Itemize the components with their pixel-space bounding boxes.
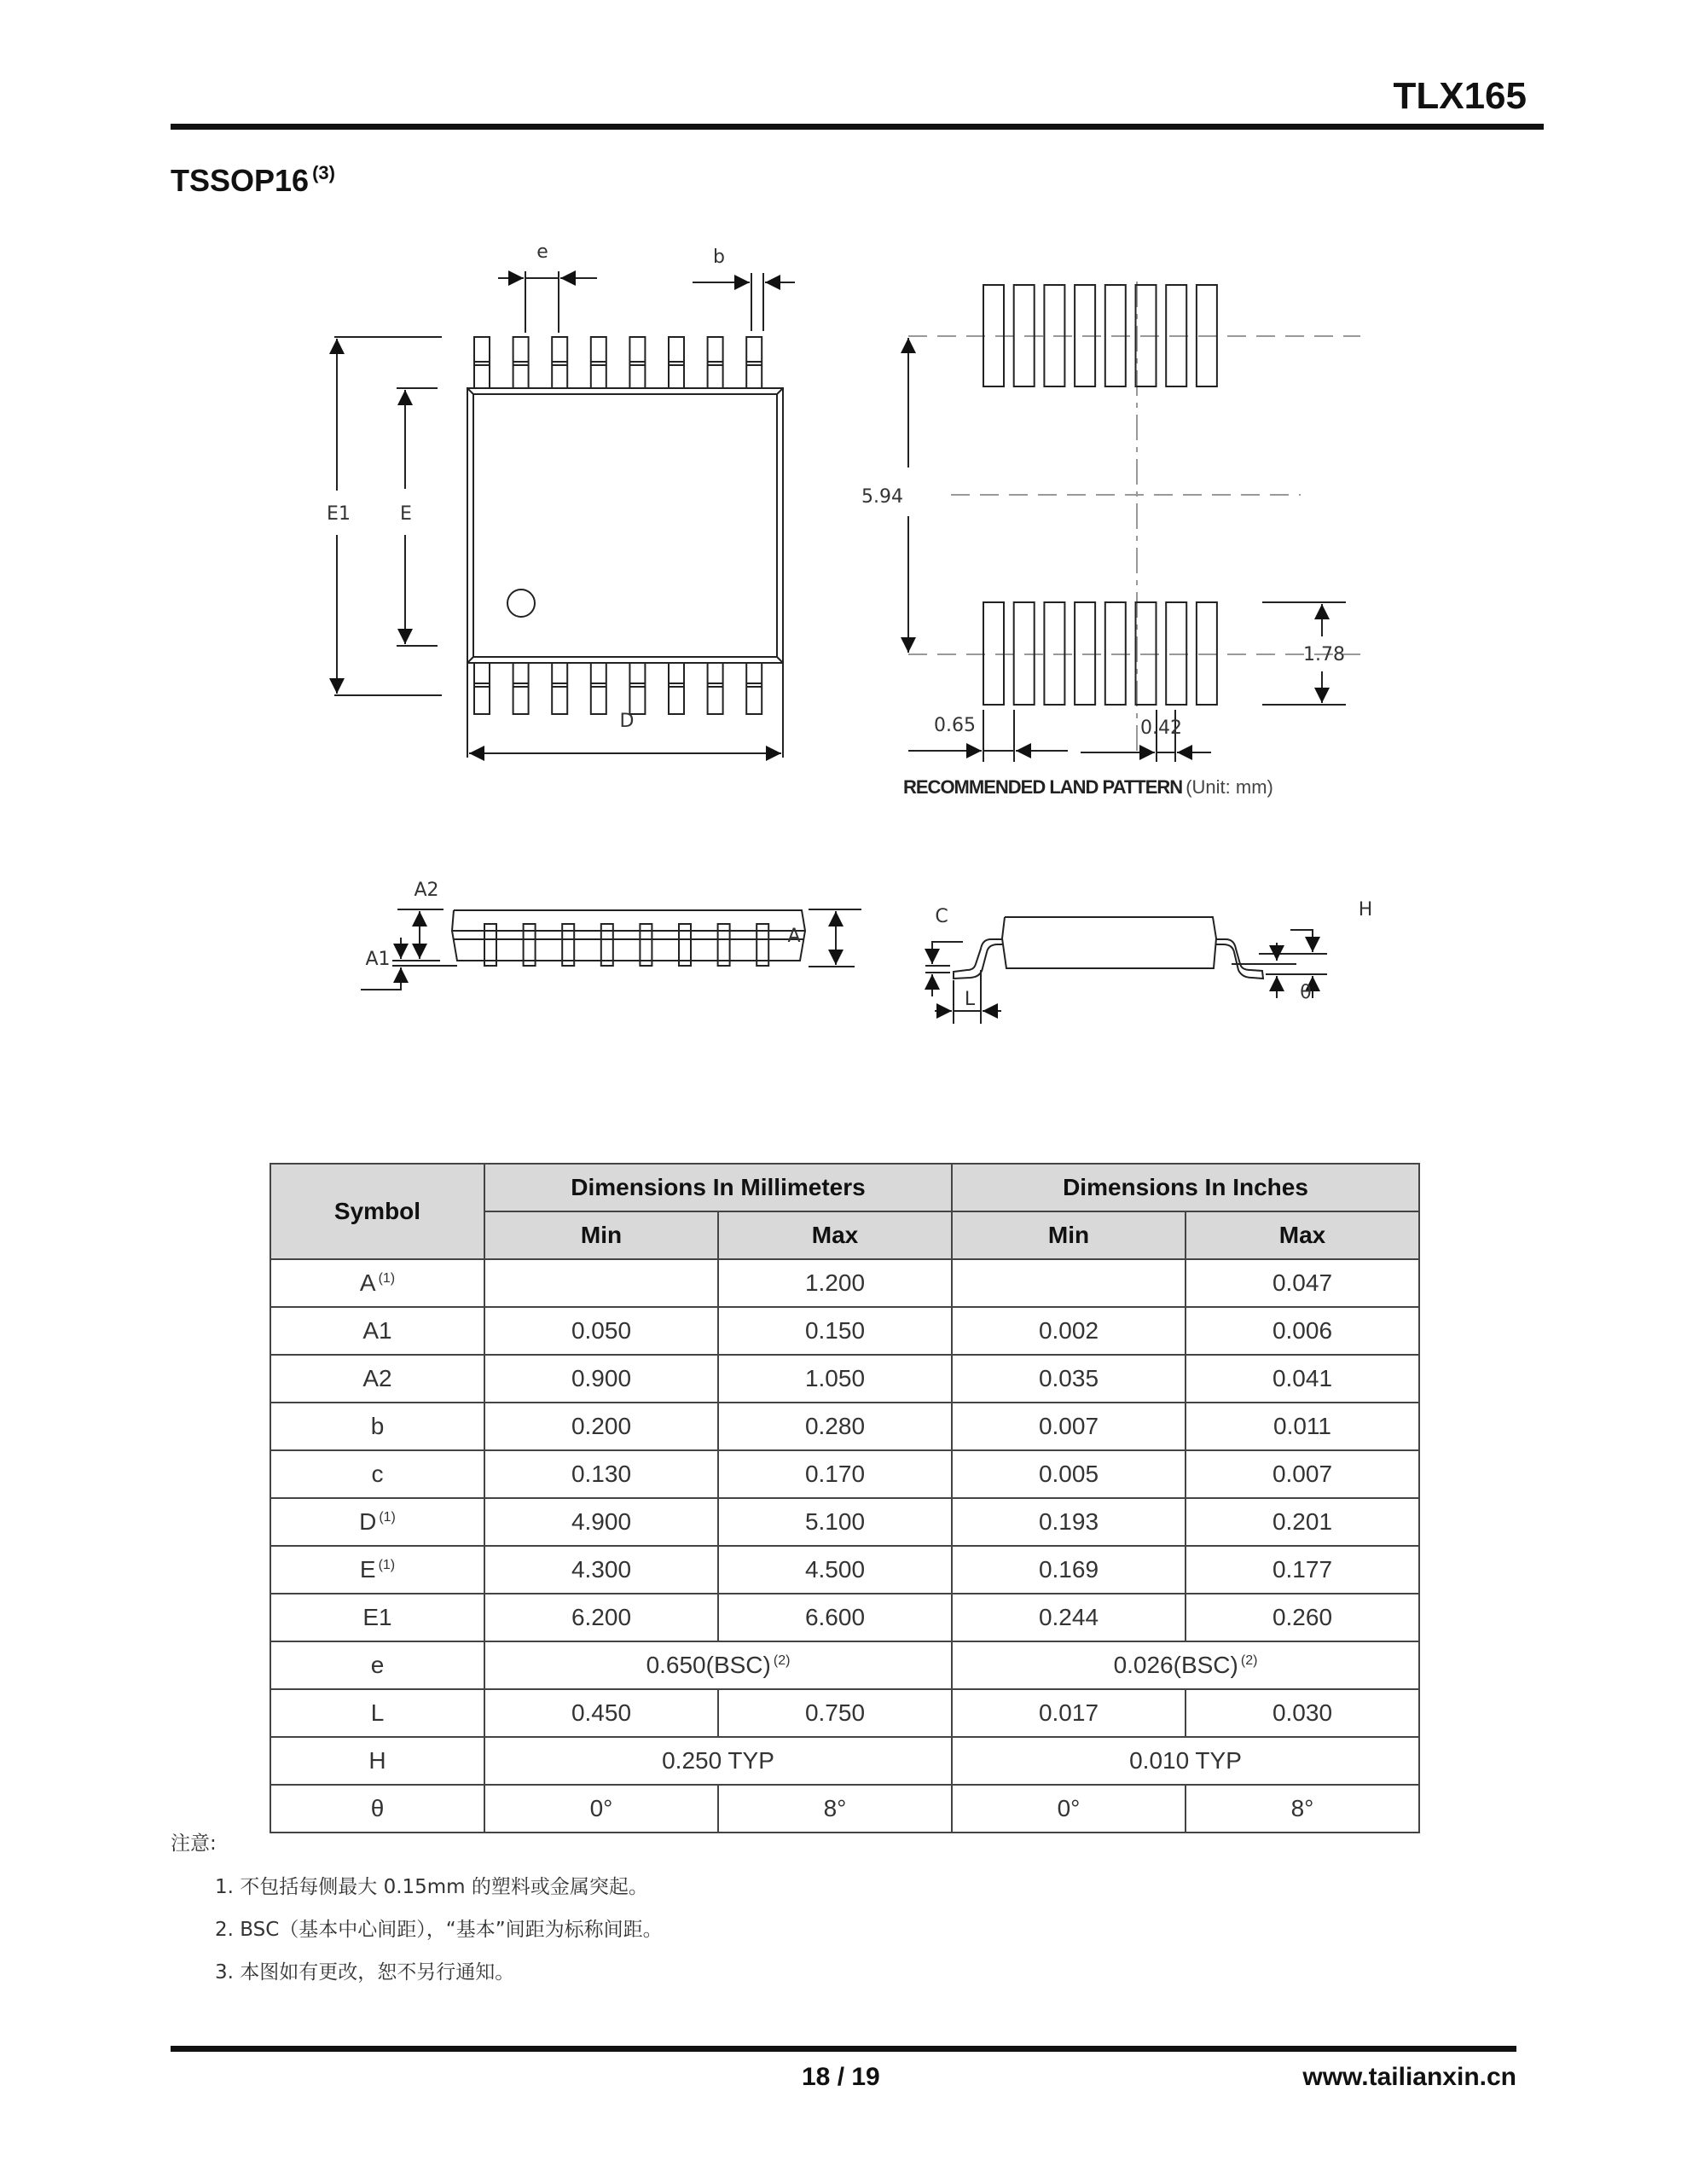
- cell-in-min-value: 0.007: [1038, 1413, 1099, 1439]
- cell-symbol-value: H: [368, 1747, 386, 1774]
- cell-symbol-value: A2: [362, 1365, 392, 1391]
- cell-mm-min-value: 4.900: [571, 1508, 632, 1535]
- cell-mm-min: [484, 1450, 718, 1498]
- cell-symbol-value: D: [359, 1508, 377, 1535]
- land-pattern-caption: [903, 776, 1273, 798]
- col-header-in-min: Min: [952, 1211, 1186, 1259]
- label-C: C: [935, 906, 948, 927]
- pin-bottom: [474, 663, 490, 714]
- cell-in-max-value: 8°: [1290, 1795, 1314, 1821]
- cell-symbol: [270, 1307, 484, 1355]
- pin-bottom: [669, 663, 684, 714]
- page-number: 18 / 19: [802, 2063, 880, 2091]
- col-group-inches: Dimensions In Inches: [952, 1164, 1419, 1211]
- cell-in-min-value: 0.002: [1038, 1317, 1099, 1344]
- cell-mm-max-value: 4.500: [804, 1556, 866, 1583]
- pin1-marker: [507, 590, 535, 617]
- table-body: [270, 1259, 1419, 1833]
- cell-symbol: [270, 1403, 484, 1450]
- note-item: 2. BSC（基本中心间距），“基本”间距为标称间距。: [215, 1919, 663, 1941]
- cell-in-max-value: 0.177: [1272, 1556, 1333, 1583]
- label-E: E: [400, 503, 412, 525]
- cell-in-min-value: 0.035: [1038, 1365, 1099, 1391]
- cell-symbol-value: c: [371, 1461, 384, 1487]
- package-footnote-ref: (3): [312, 162, 335, 183]
- footnote-ref: (1): [379, 1510, 396, 1525]
- cell-in-min: [952, 1785, 1186, 1833]
- caption-main: RECOMMENDED LAND PATTERN: [903, 776, 1183, 798]
- cell-symbol-value: θ: [370, 1795, 385, 1821]
- label-D: D: [619, 711, 635, 732]
- cell-in-min: [952, 1403, 1186, 1450]
- note-item: 1. 不包括每侧最大 0.15mm 的塑料或金属突起。: [215, 1876, 648, 1898]
- side-view-labels: [365, 880, 800, 970]
- table-row: [270, 1355, 1419, 1403]
- cell-mm-min: [484, 1498, 718, 1546]
- cell-symbol-value: E1: [362, 1604, 392, 1630]
- cell-symbol: [270, 1546, 484, 1594]
- table-row: [270, 1641, 1419, 1689]
- note-item: 3. 本图如有更改，恕不另行通知。: [215, 1961, 515, 1984]
- cell-in-min-value: 0.244: [1038, 1604, 1099, 1630]
- cell-symbol: [270, 1737, 484, 1785]
- cell-mm-min: [484, 1259, 718, 1307]
- pin-bottom: [552, 663, 567, 714]
- cell-mm-min-value: 0.450: [571, 1699, 632, 1726]
- cell-mm-min: [484, 1355, 718, 1403]
- cell-in-max: [1186, 1594, 1419, 1641]
- cell-in-min-value: 0.169: [1038, 1556, 1099, 1583]
- col-group-millimeters: Dimensions In Millimeters: [484, 1164, 952, 1211]
- cell-mm-max-value: 0.280: [804, 1413, 866, 1439]
- package-body-outline: [467, 388, 783, 663]
- cell-mm-max-value: 0.150: [804, 1317, 866, 1344]
- cell-in-max-value: 0.007: [1272, 1461, 1333, 1487]
- cell-mm-max-value: 1.200: [804, 1269, 866, 1296]
- cell-in-span-value: 0.010 TYP: [1129, 1747, 1242, 1774]
- cell-symbol: [270, 1594, 484, 1641]
- cell-mm-min-value: 0°: [589, 1795, 613, 1821]
- cell-in-max: [1186, 1450, 1419, 1498]
- cell-in-span: [952, 1641, 1419, 1689]
- cell-mm-max: [718, 1546, 952, 1594]
- col-header-in-max: Max: [1186, 1211, 1419, 1259]
- notes-section: [171, 1827, 663, 1999]
- cell-mm-max: [718, 1259, 952, 1307]
- table-row: [270, 1498, 1419, 1546]
- cell-in-min: [952, 1594, 1186, 1641]
- cell-mm-min: [484, 1689, 718, 1737]
- cell-in-max-value: 0.030: [1272, 1699, 1333, 1726]
- cell-mm-min: [484, 1546, 718, 1594]
- cell-mm-max: [718, 1403, 952, 1450]
- label-pitch: 0.65: [934, 715, 976, 736]
- cell-mm-max: [718, 1785, 952, 1833]
- caption-unit: (Unit: mm): [1186, 776, 1273, 798]
- col-header-symbol: Symbol: [270, 1164, 484, 1259]
- cell-in-min: [952, 1259, 1186, 1307]
- cell-mm-max: [718, 1689, 952, 1737]
- label-theta: θ: [1300, 982, 1312, 1003]
- cell-mm-span: [484, 1737, 952, 1785]
- cell-symbol: [270, 1259, 484, 1307]
- footer-rule: [171, 2046, 1516, 2052]
- cell-mm-max-value: 1.050: [804, 1365, 866, 1391]
- table-row: [270, 1546, 1419, 1594]
- cell-in-max-value: 0.047: [1272, 1269, 1333, 1296]
- pin-bottom: [591, 663, 606, 714]
- cell-mm-min: [484, 1594, 718, 1641]
- package-name: TSSOP16: [171, 163, 310, 198]
- cell-mm-min: [484, 1307, 718, 1355]
- cell-symbol-value: E: [359, 1556, 376, 1583]
- cell-mm-span-value: 0.650(BSC): [646, 1652, 771, 1678]
- cell-mm-min: [484, 1403, 718, 1450]
- cell-symbol: [270, 1450, 484, 1498]
- cell-mm-max-value: 0.750: [804, 1699, 866, 1726]
- cell-symbol-value: A1: [362, 1317, 392, 1344]
- col-header-mm-min: Min: [484, 1211, 718, 1259]
- end-body: [1002, 917, 1216, 968]
- label-height: 5.94: [861, 486, 903, 508]
- cell-in-max-value: 0.260: [1272, 1604, 1333, 1630]
- label-A1: A1: [365, 949, 391, 970]
- website-link[interactable]: www.tailianxin.cn: [1302, 2063, 1516, 2091]
- cell-symbol: [270, 1785, 484, 1833]
- cell-mm-min-value: 4.300: [571, 1556, 632, 1583]
- cell-symbol: [270, 1355, 484, 1403]
- cell-symbol: [270, 1641, 484, 1689]
- pin-bottom: [708, 663, 723, 714]
- cell-symbol: [270, 1498, 484, 1546]
- cell-mm-max-value: 5.100: [804, 1508, 866, 1535]
- cell-mm-max-value: 8°: [823, 1795, 847, 1821]
- footnote-ref: (1): [378, 1271, 396, 1286]
- table-row: [270, 1785, 1419, 1833]
- label-pad-width: 0.42: [1140, 717, 1182, 739]
- table-row: [270, 1403, 1419, 1450]
- cell-symbol-value: e: [370, 1652, 385, 1678]
- top-pins: [474, 337, 762, 388]
- cell-mm-max: [718, 1594, 952, 1641]
- notes-title: 注意:: [171, 1833, 217, 1855]
- table-row: [270, 1307, 1419, 1355]
- cell-symbol-value: b: [370, 1413, 385, 1439]
- cell-in-span-value: 0.026(BSC): [1113, 1652, 1238, 1678]
- cell-in-max: [1186, 1259, 1419, 1307]
- cell-in-min: [952, 1689, 1186, 1737]
- label-H: H: [1358, 899, 1373, 921]
- label-A2: A2: [414, 880, 439, 901]
- cell-mm-min: [484, 1785, 718, 1833]
- table-row: [270, 1450, 1419, 1498]
- cell-mm-max: [718, 1307, 952, 1355]
- land-pattern: [908, 282, 1360, 762]
- cell-in-min: [952, 1498, 1186, 1546]
- pin-bottom: [513, 663, 529, 714]
- label-b: b: [713, 247, 725, 268]
- cell-in-max: [1186, 1355, 1419, 1403]
- cell-symbol-value: A: [359, 1269, 376, 1296]
- cell-in-min-value: 0.017: [1038, 1699, 1099, 1726]
- label-A: A: [787, 926, 801, 947]
- cell-mm-span: [484, 1641, 952, 1689]
- cell-mm-min-value: 0.900: [571, 1365, 632, 1391]
- cell-mm-min-value: 0.130: [571, 1461, 632, 1487]
- table-row: [270, 1689, 1419, 1737]
- cell-mm-max-value: 6.600: [804, 1604, 866, 1630]
- cell-in-min: [952, 1307, 1186, 1355]
- cell-in-min: [952, 1355, 1186, 1403]
- footnote-ref: (1): [378, 1558, 396, 1572]
- table-row: [270, 1737, 1419, 1785]
- col-header-mm-max: Max: [718, 1211, 952, 1259]
- cell-mm-min-value: 6.200: [571, 1604, 632, 1630]
- cell-in-max: [1186, 1498, 1419, 1546]
- cell-in-max: [1186, 1785, 1419, 1833]
- cell-in-span: [952, 1737, 1419, 1785]
- cell-mm-min-value: 0.050: [571, 1317, 632, 1344]
- document-title: TLX165: [1393, 75, 1527, 117]
- side-view: [361, 909, 861, 990]
- label-E1: E1: [327, 503, 351, 525]
- cell-mm-span-value: 0.250 TYP: [662, 1747, 774, 1774]
- cell-in-min-value: 0.005: [1038, 1461, 1099, 1487]
- pin-bottom: [746, 663, 762, 714]
- footnote-ref: (2): [773, 1653, 791, 1668]
- cell-in-max: [1186, 1403, 1419, 1450]
- cell-mm-min-value: 0.200: [571, 1413, 632, 1439]
- side-body: [452, 910, 805, 961]
- label-pad-length: 1.78: [1303, 644, 1345, 665]
- cell-in-min: [952, 1450, 1186, 1498]
- dimensions-table: [270, 1163, 1420, 1833]
- bottom-pins: [474, 663, 762, 714]
- footnote-ref: (2): [1240, 1653, 1258, 1668]
- cell-in-max: [1186, 1307, 1419, 1355]
- label-e: e: [536, 241, 548, 263]
- pin-bottom: [629, 663, 645, 714]
- cell-symbol: [270, 1689, 484, 1737]
- cell-mm-max: [718, 1498, 952, 1546]
- table-row: [270, 1259, 1419, 1307]
- cell-in-max-value: 0.006: [1272, 1317, 1333, 1344]
- table-header-row-1: [270, 1164, 1419, 1211]
- cell-in-max: [1186, 1689, 1419, 1737]
- label-L: L: [964, 989, 976, 1010]
- cell-in-min-value: 0°: [1057, 1795, 1081, 1821]
- cell-symbol-value: L: [370, 1699, 385, 1726]
- cell-in-max: [1186, 1546, 1419, 1594]
- cell-in-max-value: 0.041: [1272, 1365, 1333, 1391]
- table-row: [270, 1594, 1419, 1641]
- cell-in-max-value: 0.011: [1273, 1413, 1331, 1439]
- end-view: [925, 917, 1327, 1024]
- cell-mm-max: [718, 1355, 952, 1403]
- cell-in-min-value: 0.193: [1038, 1508, 1099, 1535]
- cell-in-max-value: 0.201: [1272, 1508, 1333, 1535]
- cell-in-min: [952, 1546, 1186, 1594]
- cell-mm-max-value: 0.170: [804, 1461, 866, 1487]
- cell-mm-max: [718, 1450, 952, 1498]
